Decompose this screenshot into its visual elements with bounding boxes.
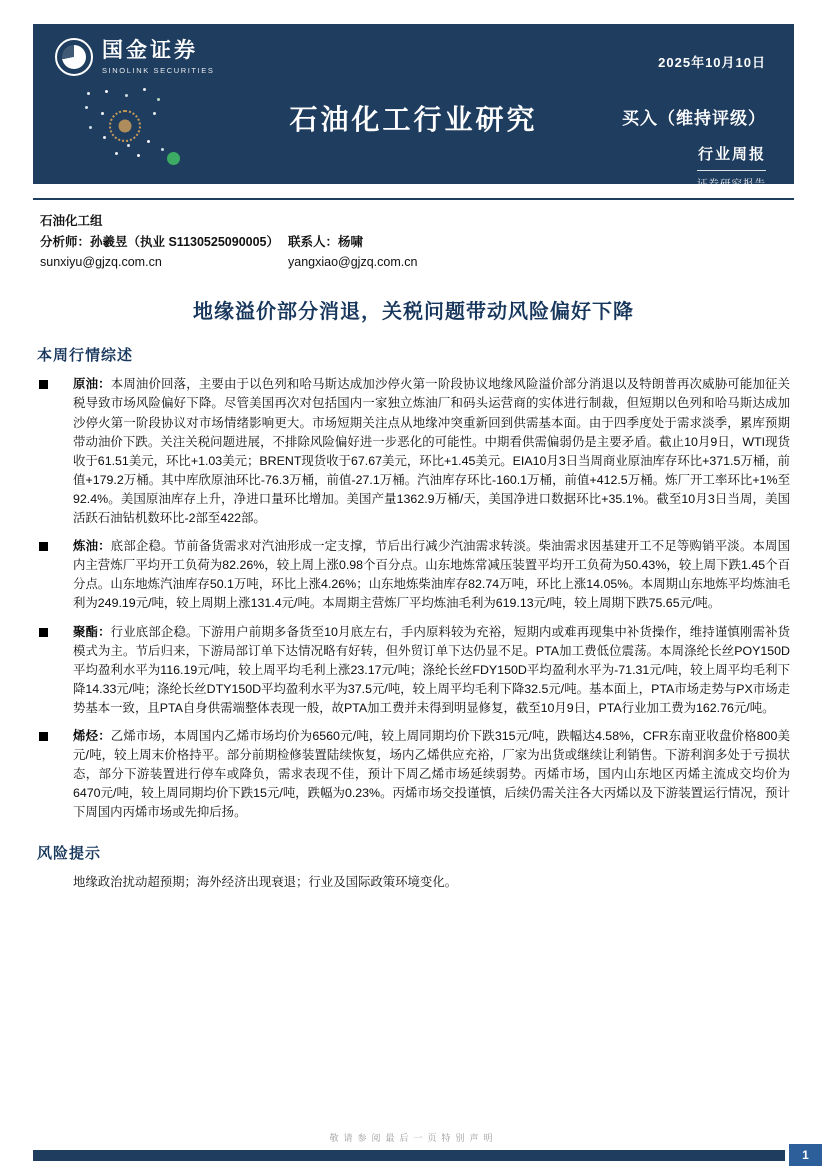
summary-section-heading: 本周行情综述 (37, 347, 134, 365)
brand-block (55, 38, 215, 76)
summary-bullet-list (37, 375, 790, 822)
header-divider (33, 198, 794, 200)
risk-section-heading: 风险提示 (37, 845, 102, 863)
brand-name-cn: 国金证券 (102, 39, 198, 63)
brand-text (102, 39, 215, 74)
contact-name-line: 联系人：杨啸 (288, 235, 364, 250)
report-title: 石油化工行业研究 (289, 104, 538, 135)
analyst-group: 石油化工组 (40, 214, 103, 228)
bullet-polyester (37, 623, 790, 718)
bullet-crude-oil (37, 375, 790, 528)
bullet-label: 聚酯： (73, 624, 111, 639)
analyst-email: sunxiyu@gjzq.com.cn (40, 255, 162, 270)
sinolink-logo-icon (55, 38, 93, 76)
bullet-square-icon (39, 732, 48, 741)
report-date: 2025年10月10日 (658, 55, 766, 70)
bullet-square-icon (39, 542, 48, 551)
confetti-dots-icon (87, 92, 90, 95)
brand-name-en: SINOLINK SECURITIES (102, 65, 215, 75)
bullet-text: 本周油价回落，主要由于以色列和哈马斯达成加沙停火第一阶段协议地缘风险溢价部分消退以及特朗普再次威胁可能加征关税导致市场风险偏好下降。尽管美国再次对包括国内一家独立炼油厂和码头运营商的实体进行制裁，但短期以色列和哈马斯达成加沙停火第一阶段协议对市场情绪影响更大。市场短期关注点从地缘冲突重新回到供需基本面。由于四季度处于需求淡季，累库预期带动油价下跌。关注关税问题进展，不排除风险偏好进一步恶化的可能性。中期看供需偏弱仍是主要矛盾。截止10月9日，WTI现货收于61.51美元，环比+1.03美元；BRENT现货收于67.67美元，环比+1.45美元。EIA10月3日当周商业原油库存环比+371.5万桶，前值+179.2万桶。其中库欣原油环比-76.3万桶，前值-27.1万桶。汽油库存环比-160.1万桶，前值+412.5万桶。炼厂开工率环比+1%至92.4%。美国原油库存上升，净进口量环比增加。美国产量1362.9万桶/天，美国净进口数据环比+35.1%。截至10月3日当周，美国活跃石油钻机数环比-2部至422部。 (73, 377, 791, 526)
contact-email: yangxiao@gjzq.com.cn (288, 255, 418, 270)
footer-disclaimer: 敬请参阅最后一页特别声明 (329, 1133, 498, 1143)
page-title: 地缘溢价部分消退，关税问题带动风险偏好下降 (193, 301, 634, 324)
bullet-label: 原油： (73, 377, 111, 392)
risk-text: 地缘政治扰动超预期；海外经济出现衰退；行业及国际政策环境变化。 (73, 875, 458, 890)
analyst-name-line: 分析师：孙羲昱（执业 S1130525090005） (40, 235, 279, 250)
page-number: 1 (789, 1144, 822, 1166)
bullet-olefins (37, 727, 790, 822)
gold-seal-icon (109, 110, 141, 142)
green-badge-icon (167, 152, 180, 165)
bullet-text: 乙烯市场，本周国内乙烯市场均价为6560元/吨，较上周同期均价下跌315元/吨，跌幅达4.58%，CFR东南亚收盘价格800美元/吨，较上周末价格持平。部分前期检修装置陆续恢复，场内乙烯供应充裕，厂家为出货或继续让利销售。下游利润多处于亏损状态，部分下游装置进行停车或降负，需求表现不佳，预计下周乙烯市场延续弱势。丙烯市场，国内山东地区丙烯主流成交均价为6470元/吨，较上周同期均价下跌15元/吨，跌幅为0.23%。丙烯市场交投谨慎，后续仍需关注各大丙烯以及下游装置运行情况，预计下周国内丙烯市场或先抑后扬。 (73, 728, 790, 820)
analyst-block (40, 212, 787, 271)
banner-right-column (622, 104, 766, 192)
report-category-label: 证券研究报告 (697, 170, 766, 191)
rating-badge: 买入（维持评级） (622, 109, 766, 128)
bullet-square-icon (39, 628, 48, 637)
bullet-text: 底部企稳。节前备货需求对汽油形成一定支撑，节后出行减少汽油需求转淡。柴油需求因基建开工不足等购销平淡。本周国内主营炼厂平均开工负荷为82.26%，较上周上涨0.98个百分点。山东地炼常减压装置平均开工负荷为50.43%，较上周下跌1.45个百分点。山东地炼汽油库存50.1万吨，环比上涨4.26%；山东地炼柴油库存82.74万吨，环比上涨14.05%。本周期山东地炼平均炼油毛利为249.19元/吨，较上周期上涨131.4元/吨。本周期主营炼厂平均炼油毛利为619.13元/吨，较上周期下跌75.65元/吨。 (73, 539, 791, 611)
bullet-refining (37, 537, 790, 613)
footer-bar (33, 1150, 785, 1161)
analyst-grid (40, 233, 787, 271)
decorative-seal (81, 90, 191, 178)
report-banner (33, 24, 794, 190)
bullet-label: 炼油： (73, 539, 111, 554)
report-body (37, 344, 790, 892)
bullet-text: 行业底部企稳。下游用户前期多备货至10月底左右，手内原料较为充裕，短期内或难再现集中补货操作，维持谨慎刚需补货模式为主。节后归来，下游局部订单下达情况略有好转，但外贸订单下达仍显不足。PTA加工费低位震荡。本周涤纶长丝POY150D平均盈利水平为116.19元/吨，较上周平均毛利上涨23.17元/吨；涤纶长丝FDY150D平均盈利水平为-71.31元/吨，较上周平均毛利下降14.33元/吨；涤纶长丝DTY150D平均盈利水平为37.5元/吨，较上周平均毛利下降32.5元/吨。基本面上，PTA市场走势与PX市场走势基本一致，且PTA自身供需端整体表现一般，故PTA加工费并未得到明显修复，截至10月9日，PTA行业加工费为162.76元/吨。 (73, 624, 790, 715)
report-type-label: 行业周报 (697, 146, 766, 163)
bullet-square-icon (39, 380, 48, 389)
bullet-label: 烯烃： (73, 728, 111, 743)
